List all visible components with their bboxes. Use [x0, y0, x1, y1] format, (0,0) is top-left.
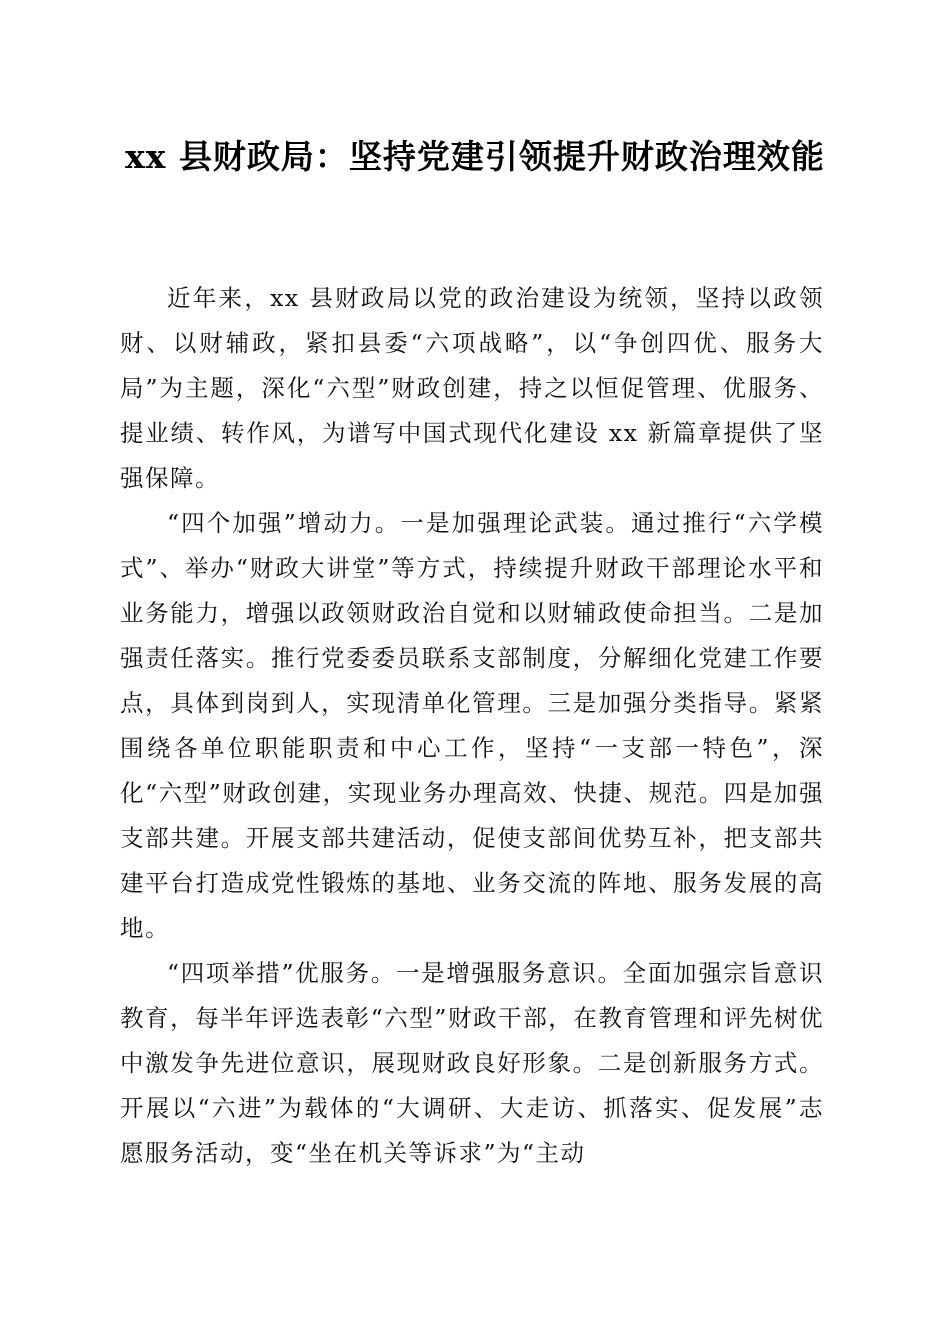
document-title: xx 县财政局：坚持党建引领提升财政治理效能 [125, 137, 825, 176]
four-strengthen-paragraph: “四个加强”增动力。一是加强理论武装。通过推行“六学模式”、举办“财政大讲堂”等方式，持续提升财政干部理论水平和业务能力，增强以政领财政治自觉和以财辅政使命担当。二是加强责任落实。推行党委委员联系支部制度，分解细化党建工作要点，具体到岗到人，实现清单化管理。三是加强分类指导。紧紧围绕各单位职能职责和中心工作，坚持“一支部一特色”，深化“六型”财政创建，实现业务办理高效、快捷、规范。四是加强支部共建。开展支部共建活动，促使支部间优势互补，把支部共建平台打造成党性锻炼的基地、业务交流的阵地、服务发展的高地。 [120, 509, 824, 942]
document-body [120, 276, 824, 1176]
intro-paragraph: 近年来，xx 县财政局以党的政治建设为统领，坚持以政领财、以财辅政，紧扣县委“六项战略”，以“争创四优、服务大局”为主题，深化“六型”财政创建，持之以恒促管理、优服务、提业绩、转作风，为谱写中国式现代化建设 xx 新篇章提供了坚强保障。 [120, 284, 824, 492]
four-measures-paragraph: “四项举措”优服务。一是增强服务意识。全面加强宗旨意识教育，每半年评选表彰“六型”财政干部，在教育管理和评先树优中激发争先进位意识，展现财政良好形象。二是创新服务方式。开展以“六进”为载体的“大调研、大走访、抓落实、促发展”志愿服务活动，变“坐在机关等诉求”为“主动 [120, 959, 824, 1167]
